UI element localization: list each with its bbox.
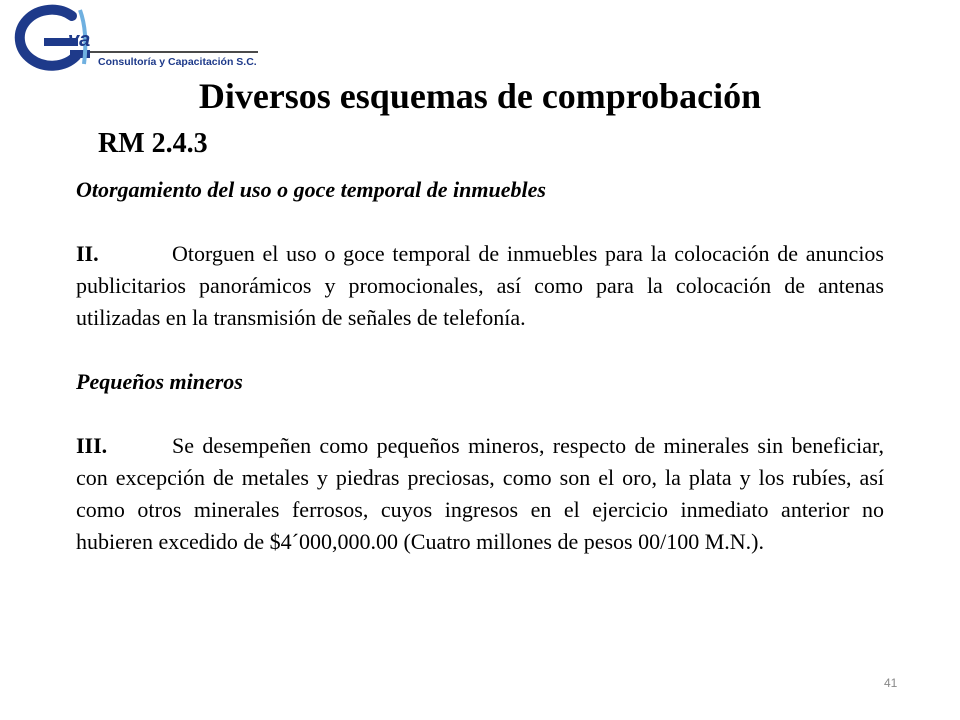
section-paragraph-inmuebles [76, 238, 884, 334]
logo-letters: va [68, 29, 91, 51]
content-body [76, 174, 884, 558]
section-number: III. [76, 433, 108, 458]
section-paragraph-mineros [76, 430, 884, 558]
company-logo [4, 2, 264, 78]
page-title: Diversos esquemas de comprobación [198, 76, 762, 116]
rule-reference: RM 2.4.3 [98, 128, 208, 159]
section-heading-mineros: Pequeños mineros [76, 369, 243, 394]
page-number: 41 [884, 676, 898, 690]
company-name: Consultoría y Capacitación S.C. [98, 56, 257, 68]
section-text: Se desempeñen como pequeños mineros, respecto de minerales sin beneficiar, con excepción de metales y piedras preciosas, como son el oro, la plata y los rubíes, así como otros minerales ferrosos, cuyos ingresos en el ejercicio inmediato anterior no hubieren excedido de $4´000,000.00 (Cuatro millones de pesos 00/100 M.N.). [76, 433, 884, 554]
section-number: II. [76, 241, 99, 266]
section-heading-inmuebles: Otorgamiento del uso o goce temporal de inmuebles [76, 177, 546, 202]
section-text: Otorguen el uso o goce temporal de inmuebles para la colocación de anuncios publicitarios panorámicos y promocionales, así como para la colocación de antenas utilizadas en la transmisión de señales de telefonía. [76, 241, 884, 330]
